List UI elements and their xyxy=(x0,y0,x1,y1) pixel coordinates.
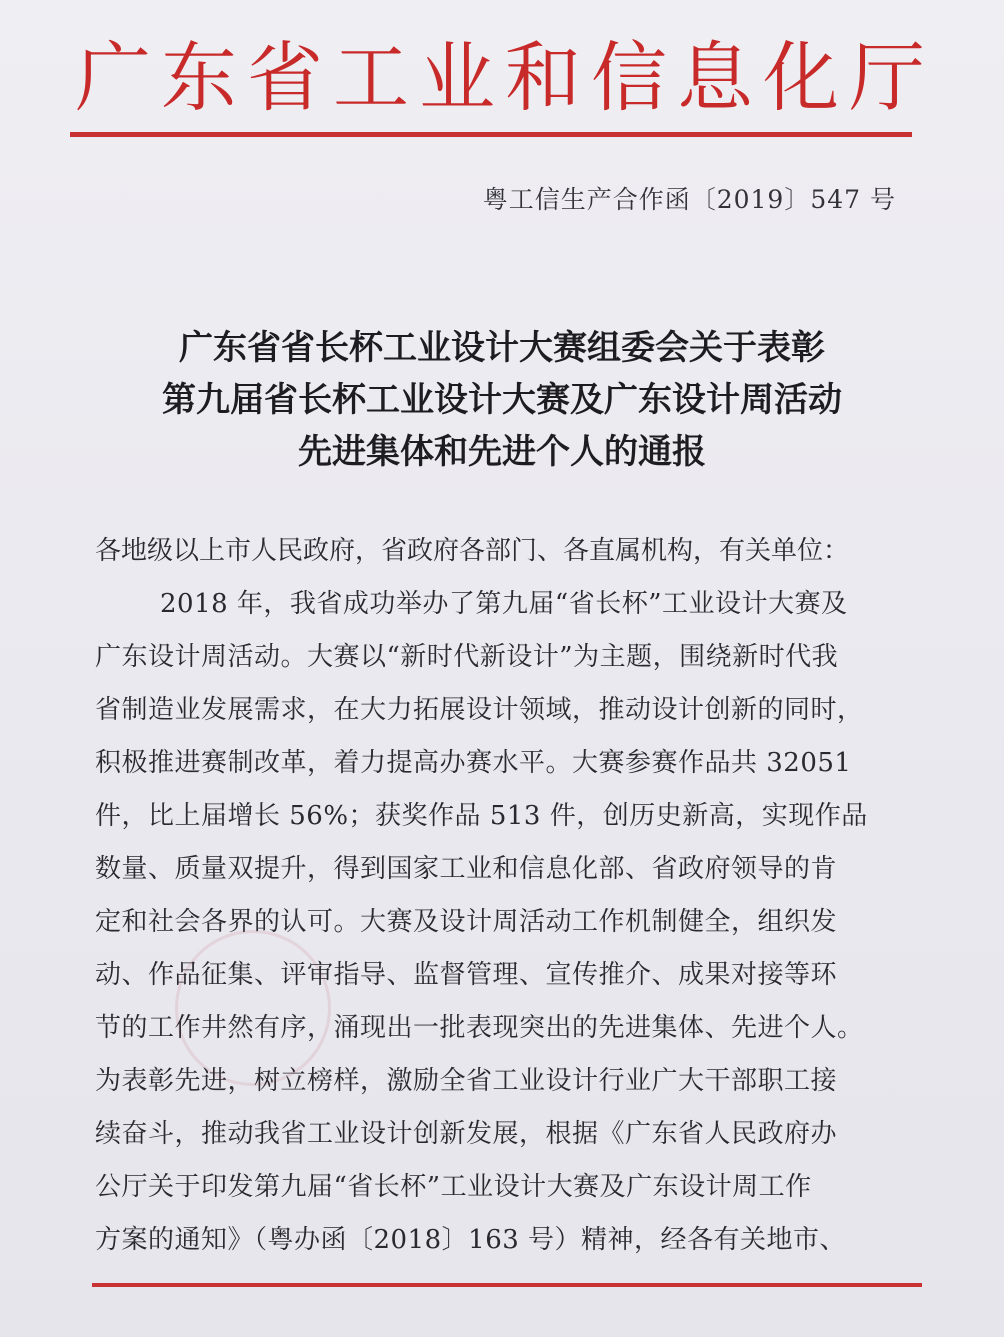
body-line: 节的工作井然有序，涌现出一批表现突出的先进集体、先进个人。 xyxy=(95,1013,864,1043)
body-line: 积极推进赛制改革，着力提高办赛水平。大赛参赛作品共 32051 xyxy=(95,748,852,778)
document-number: 粤工信生产合作函〔2019〕547 号 xyxy=(482,185,896,214)
body-line: 动、作品征集、评审指导、监督管理、宣传推介、成果对接等环 xyxy=(95,960,838,990)
body-line: 省制造业发展需求，在大力拓展设计领域，推动设计创新的同时， xyxy=(95,695,864,725)
letterhead-title: 广东省工业和信息化厅 xyxy=(75,33,935,122)
top-red-rule xyxy=(70,132,912,137)
body-line: 广东设计周活动。大赛以“新时代新设计”为主题，围绕新时代我 xyxy=(95,642,839,672)
notice-title-line-3: 先进集体和先进个人的通报 xyxy=(298,432,706,472)
body-line: 方案的通知》（粤办函〔2018〕163 号）精神，经各有关地市、 xyxy=(95,1225,847,1255)
body-line: 为表彰先进，树立榜样，激励全省工业设计行业广大干部职工接 xyxy=(95,1066,838,1096)
bottom-red-rule xyxy=(92,1283,922,1287)
salutation: 各地级以上市人民政府，省政府各部门、各直属机构，有关单位： xyxy=(95,536,850,566)
body-line: 数量、质量双提升，得到国家工业和信息化部、省政府领导的肯 xyxy=(95,854,838,884)
body-line: 续奋斗，推动我省工业设计创新发展，根据《广东省人民政府办 xyxy=(95,1119,838,1149)
body-line: 公厅关于印发第九届“省长杯”工业设计大赛及广东设计周工作 xyxy=(95,1172,812,1202)
notice-title-line-2: 第九届省长杯工业设计大赛及广东设计周活动 xyxy=(162,380,842,420)
body-line: 定和社会各界的认可。大赛及设计周活动工作机制健全，组织发 xyxy=(95,907,838,937)
body-line: 2018 年，我省成功举办了第九届“省长杯”工业设计大赛及 xyxy=(160,589,848,619)
notice-title-line-1: 广东省省长杯工业设计大赛组委会关于表彰 xyxy=(179,328,825,368)
body-line: 件，比上届增长 56%；获奖作品 513 件，创历史新高，实现作品 xyxy=(95,801,868,831)
